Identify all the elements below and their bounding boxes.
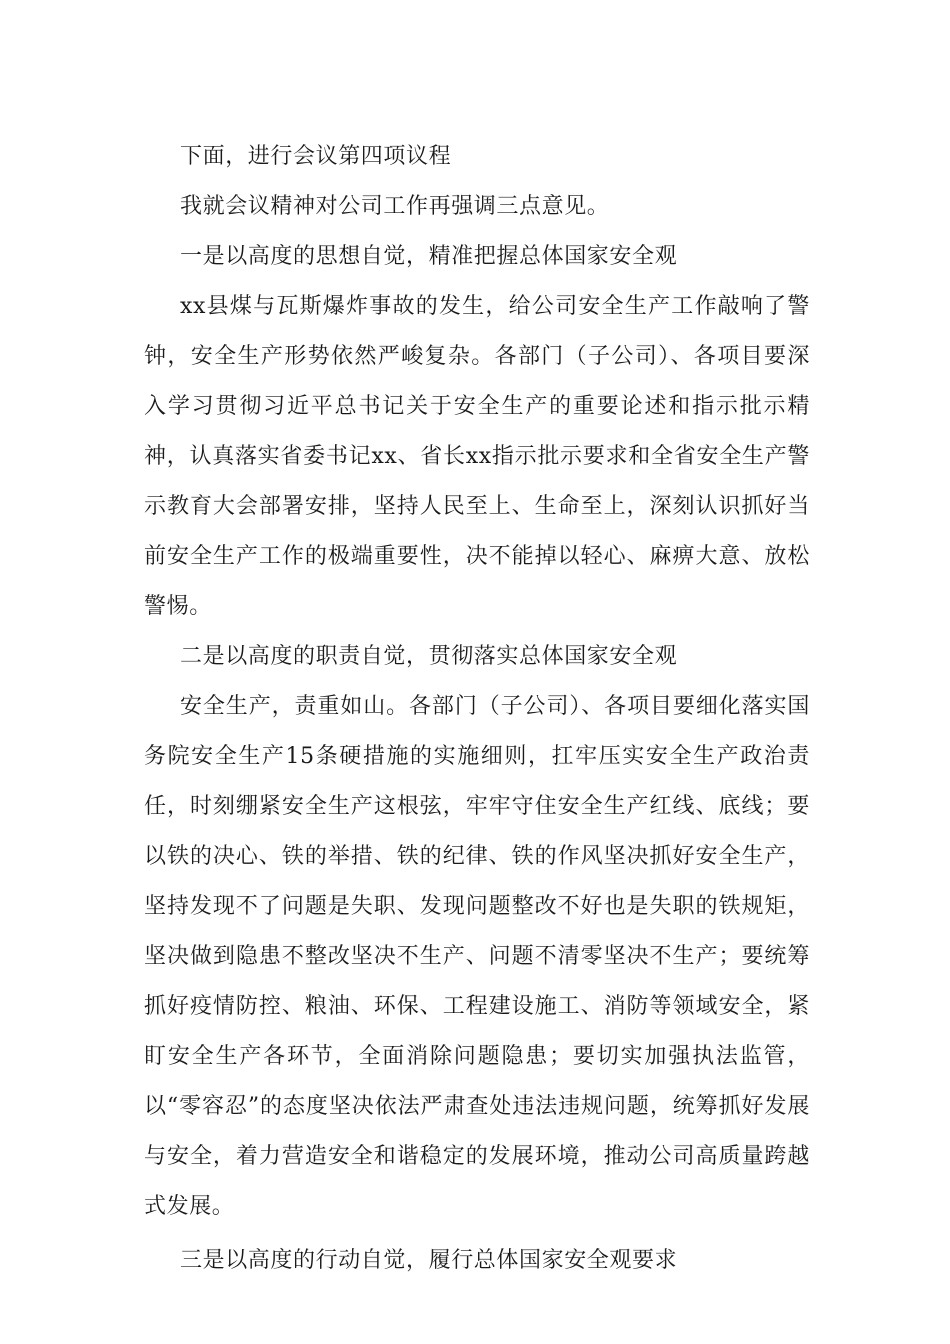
document-body — [144, 132, 810, 1286]
point-one-heading: 一是以高度的思想自觉，精准把握总体国家安全观 — [180, 244, 678, 269]
point-two-heading: 二是以高度的职责自觉，贯彻落实总体国家安全观 — [180, 644, 678, 669]
agenda-paragraph: 下面，进行会议第四项议程 — [180, 144, 452, 169]
point-three-heading: 三是以高度的行动自觉，履行总体国家安全观要求 — [180, 1248, 678, 1273]
point-one-body: xx县煤与瓦斯爆炸事故的发生，给公司安全生产工作敲响了警钟，安全生产形势依然严峻复杂。各部门（子公司）、各项目要深入学习贯彻习近平总书记关于安全生产的重要论述和指示批示精神，认真落实省委书记xx、省长xx指示批示要求和全省安全生产警示教育大会部署安排，坚持人民至上、生命至上，深刻认识抓好当前安全生产工作的极端重要性，决不能掉以轻心、麻痹大意、放松警惕。 — [144, 294, 810, 619]
point-two-body: 安全生产，责重如山。各部门（子公司）、各项目要细化落实国务院安全生产15条硬措施的实施细则，扛牢压实安全生产政治责任，时刻绷紧安全生产这根弦，牢牢守住安全生产红线、底线；要以铁的决心、铁的举措、铁的纪律、铁的作风坚决抓好安全生产，坚持发现不了问题是失职、发现问题整改不好也是失职的铁规矩，坚决做到隐患不整改坚决不生产、问题不清零坚决不生产；要统筹抓好疫情防控、粮油、环保、工程建设施工、消防等领域安全，紧盯安全生产各环节，全面消除问题隐患；要切实加强执法监管，以“零容忍”的态度坚决依法严肃查处违法违规问题，统筹抓好发展与安全，着力营造安全和谐稳定的发展环境，推动公司高质量跨越式发展。 — [144, 694, 810, 1219]
intro-paragraph: 我就会议精神对公司工作再强调三点意见。 — [180, 194, 610, 219]
